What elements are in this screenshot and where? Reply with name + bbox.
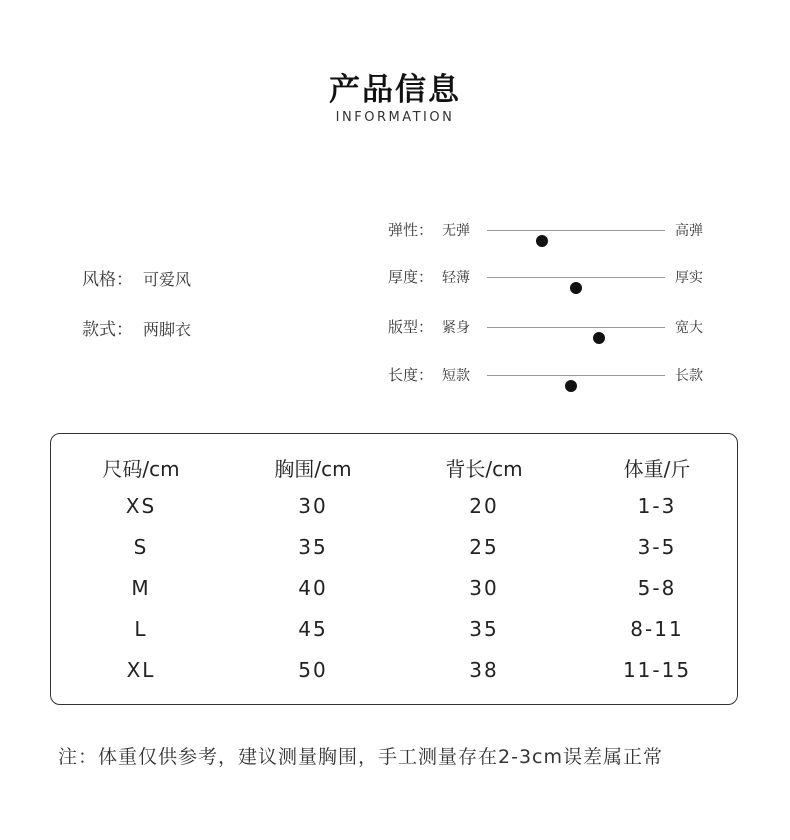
table-header-size: 尺码/cm: [102, 457, 180, 481]
scale-track: [487, 375, 665, 376]
scale-low-label: 短款: [442, 368, 470, 384]
attribute-label: 风格：: [82, 270, 133, 290]
scale-high-label: 高弹: [675, 223, 703, 239]
scale-length: [388, 364, 718, 388]
table-cell: 45: [298, 617, 328, 641]
table-cell: M: [131, 576, 151, 600]
scale-label: 弹性：: [388, 221, 434, 239]
table-cell: 3-5: [637, 535, 677, 559]
table-header-chest: 胸围/cm: [274, 457, 352, 481]
scale-track: [487, 327, 665, 328]
table-cell: S: [133, 535, 149, 559]
page-subtitle: INFORMATION: [335, 110, 455, 125]
table-cell: 38: [469, 658, 499, 682]
table-cell: 35: [298, 535, 328, 559]
table-header-back-length: 背长/cm: [445, 457, 523, 481]
scale-high-label: 长款: [675, 368, 703, 384]
table-cell: 20: [469, 494, 499, 518]
scale-marker: [536, 235, 548, 247]
attribute-value: 两脚衣: [143, 320, 192, 339]
scale-label: 长度：: [388, 366, 434, 384]
scale-label: 厚度：: [388, 268, 434, 286]
scale-high-label: 宽大: [675, 320, 703, 336]
scale-track: [487, 277, 665, 278]
scale-low-label: 轻薄: [442, 270, 470, 286]
table-cell: 50: [298, 658, 328, 682]
scale-thickness: [388, 266, 718, 290]
scale-label: 版型：: [388, 318, 434, 336]
size-table: [50, 433, 738, 705]
table-cell: 30: [298, 494, 328, 518]
scale-high-label: 厚实: [675, 270, 703, 286]
table-cell: L: [134, 617, 148, 641]
scale-fit: [388, 316, 718, 340]
table-cell: 5-8: [637, 576, 677, 600]
scale-track: [487, 230, 665, 231]
table-header-weight: 体重/斤: [623, 457, 691, 481]
attribute-label: 款式：: [82, 320, 133, 340]
table-cell: XL: [126, 658, 156, 682]
attribute-value: 可爱风: [143, 270, 192, 289]
scale-low-label: 无弹: [442, 223, 470, 239]
table-cell: 1-3: [637, 494, 677, 518]
table-cell: 40: [298, 576, 328, 600]
footnote: 注：体重仅供参考，建议测量胸围，手工测量存在2-3cm误差属正常: [58, 746, 663, 768]
table-cell: XS: [125, 494, 157, 518]
scale-marker: [565, 380, 577, 392]
table-cell: 30: [469, 576, 499, 600]
scale-elasticity: [388, 219, 718, 243]
scale-marker: [570, 282, 582, 294]
attribute-type: [82, 315, 191, 340]
table-cell: 35: [469, 617, 499, 641]
table-cell: 8-11: [630, 617, 684, 641]
attribute-style: [82, 265, 191, 290]
scale-marker: [593, 332, 605, 344]
scale-low-label: 紧身: [442, 320, 470, 336]
table-cell: 25: [469, 535, 499, 559]
table-cell: 11-15: [622, 658, 692, 682]
page-title: 产品信息: [329, 72, 461, 108]
